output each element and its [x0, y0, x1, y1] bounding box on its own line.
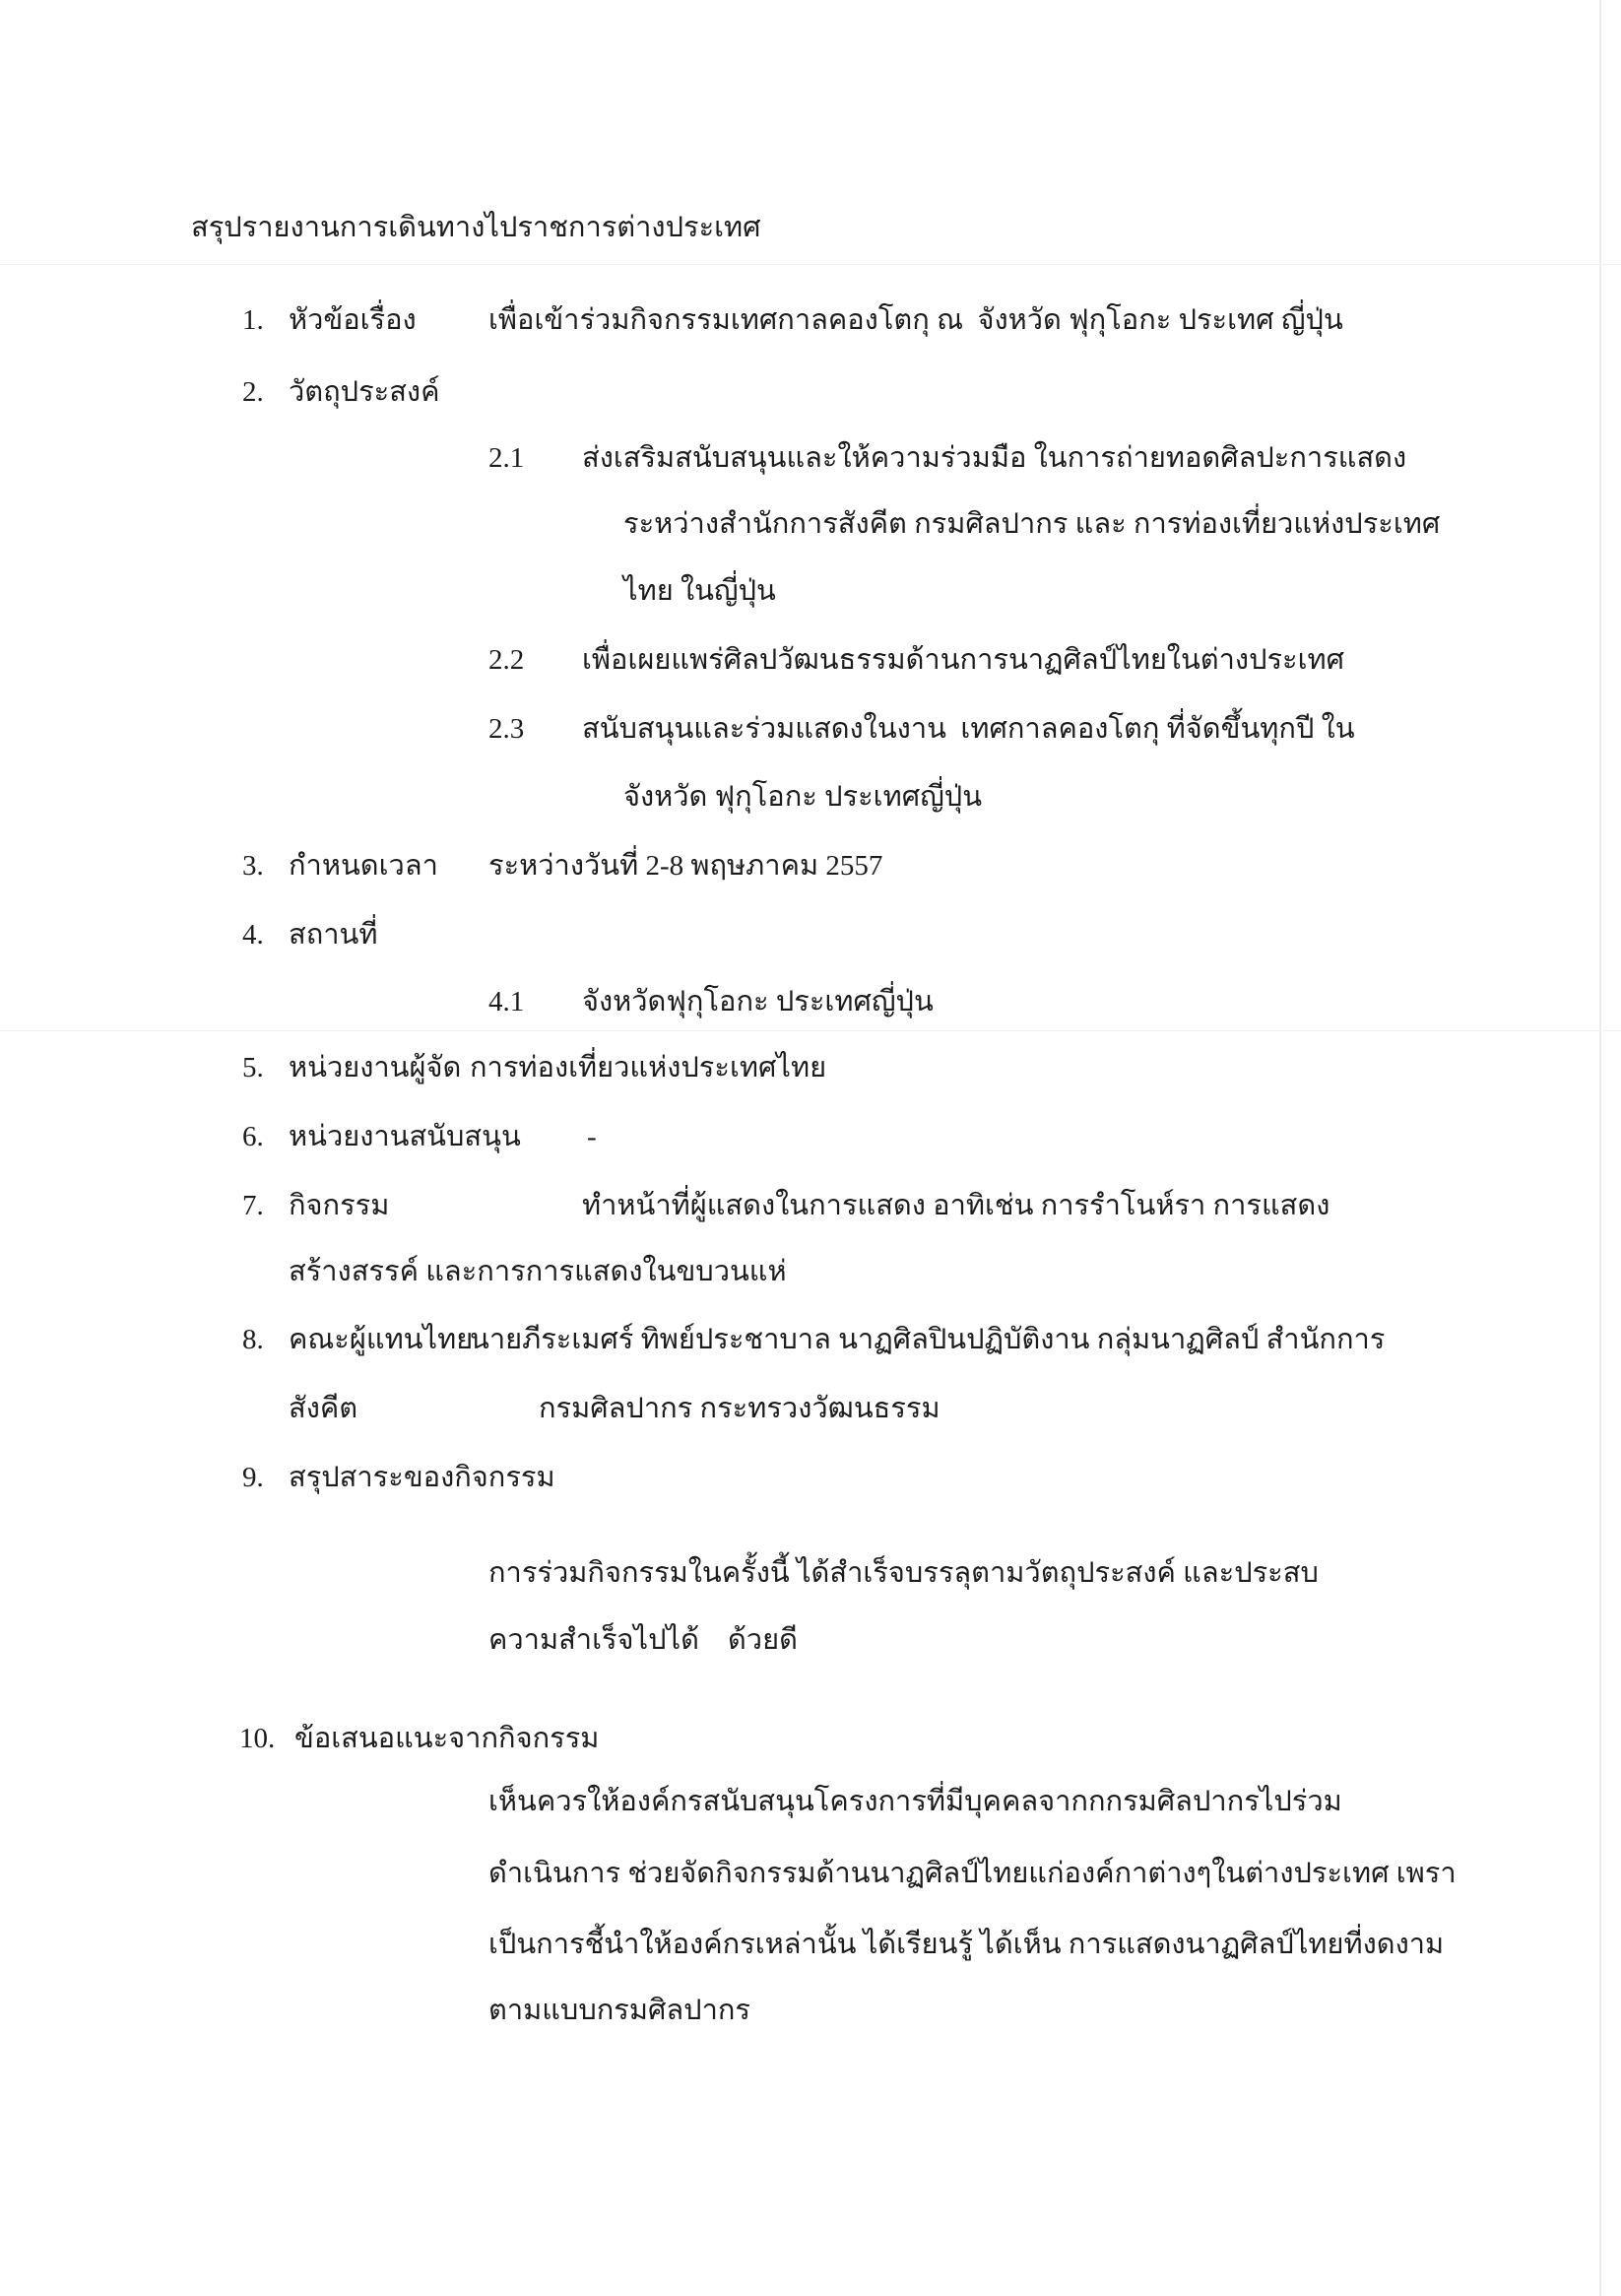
- item-7-line-2: สร้างสรรค์ และการการแสดงในขบวนแห่: [289, 1256, 787, 1287]
- item-8-number: 8.: [242, 1324, 264, 1355]
- scan-edge-line: [1599, 0, 1601, 2296]
- item-9-label: สรุปสาระของกิจกรรม: [289, 1462, 555, 1493]
- item-2-1-line-2: ระหว่างสำนักการสังคีต กรมศิลปากร และ การท่องเที่ยวแห่งประเทศ: [623, 508, 1441, 540]
- item-5-text: การท่องเที่ยวแห่งประเทศไทย: [470, 1052, 827, 1083]
- item-6-text: -: [587, 1121, 597, 1152]
- item-3-label: กำหนดเวลา: [289, 850, 438, 882]
- item-2-2-line-1: เพื่อเผยแพร่ศิลปวัฒนธรรมด้านการนาฏศิลป์ไทยในต่างประเทศ: [582, 644, 1345, 676]
- item-10-line-3: เป็นการชี้นำให้องค์กรเหล่านั้น ได้เรียนรู้ ได้เห็น การแสดงนาฏศิลป์ไทยที่งดงาม: [488, 1929, 1445, 1960]
- item-3-text: ระหว่างวันที่ 2-8 พฤษภาคม 2557: [488, 850, 883, 882]
- item-6-label: หน่วยงานสนับสนุน: [289, 1121, 521, 1152]
- item-4-1-line-1: จังหวัดฟุกุโอกะ ประเทศญี่ปุ่น: [582, 986, 934, 1017]
- item-2-1-line-1: ส่งเสริมสนับสนุนและให้ความร่วมมือ ในการถ่ายทอดศิลปะการแสดง: [582, 442, 1407, 474]
- item-2-2-number: 2.2: [488, 644, 525, 676]
- item-1-text: เพื่อเข้าร่วมกิจกรรมเทศกาลคองโตกุ ณ จังหวัด ฟุกุโอกะ ประเทศ ญี่ปุ่น: [488, 304, 1343, 336]
- item-10-line-2: ดำเนินการ ช่วยจัดกิจกรรมด้านนาฏศิลป์ไทยแก่องค์กาต่างๆในต่างประเทศ เพรา: [488, 1858, 1457, 1889]
- item-4-number: 4.: [242, 919, 264, 951]
- item-2-label: วัตถุประสงค์: [289, 376, 440, 408]
- item-4-label: สถานที่: [289, 919, 378, 951]
- item-10-number: 10.: [239, 1723, 276, 1754]
- item-5-number: 5.: [242, 1052, 264, 1083]
- item-1-label: หัวข้อเรื่อง: [289, 304, 417, 336]
- item-7-label: กิจกรรม: [289, 1190, 390, 1221]
- item-10-label: ข้อเสนอแนะจากกิจกรรม: [294, 1723, 600, 1754]
- item-1-number: 1.: [242, 304, 264, 336]
- item-10-line-4: ตามแบบกรมศิลปากร: [488, 1995, 750, 2026]
- item-2-number: 2.: [242, 376, 264, 408]
- item-8-line-1: นายภีระเมศร์ ทิพย์ประชาบาล นาฏศิลปินปฏิบัติงาน กลุ่มนาฏศิลป์ สำนักการ: [470, 1324, 1386, 1355]
- item-9-line-1: การร่วมกิจกรรมในครั้งนี้ ได้สำเร็จบรรลุตามวัตถุประสงค์ และประสบ: [488, 1557, 1319, 1589]
- item-7-line-1: ทำหน้าที่ผู้แสดงในการแสดง อาทิเช่น การรำโนห์รา การแสดง: [582, 1190, 1330, 1221]
- item-10-line-1: เห็นควรให้องค์กรสนับสนุนโครงการที่มีบุคคลจากกกรมศิลปากรไปร่วม: [488, 1786, 1342, 1817]
- item-8-line-2a: สังคีต: [289, 1393, 358, 1424]
- item-8-line-2b: กรมศิลปากร กระทรวงวัฒนธรรม: [539, 1393, 940, 1424]
- item-5-label: หน่วยงานผู้จัด: [289, 1052, 462, 1083]
- item-3-number: 3.: [242, 850, 264, 882]
- scan-artifact-line: [0, 1030, 1621, 1031]
- item-6-number: 6.: [242, 1121, 264, 1152]
- item-4-1-number: 4.1: [488, 986, 525, 1017]
- item-2-3-line-1: สนับสนุนและร่วมแสดงในงาน เทศกาลคองโตกุ ที่จัดขึ้นทุกปี ใน: [582, 713, 1355, 745]
- document-title: สรุปรายงานการเดินทางไปราชการต่างประเทศ: [191, 212, 761, 243]
- item-2-1-line-3: ไทย ในญี่ปุ่น: [623, 575, 776, 607]
- item-7-number: 7.: [242, 1190, 264, 1221]
- item-2-3-number: 2.3: [488, 713, 525, 745]
- scan-artifact-line: [0, 264, 1621, 265]
- item-2-1-number: 2.1: [488, 442, 525, 474]
- item-8-label: คณะผู้แทนไทย: [289, 1324, 474, 1355]
- item-9-line-2: ความสำเร็จไปได้ ด้วยดี: [488, 1624, 798, 1656]
- item-2-3-line-2: จังหวัด ฟุกุโอกะ ประเทศญี่ปุ่น: [623, 781, 983, 813]
- item-9-number: 9.: [242, 1462, 264, 1493]
